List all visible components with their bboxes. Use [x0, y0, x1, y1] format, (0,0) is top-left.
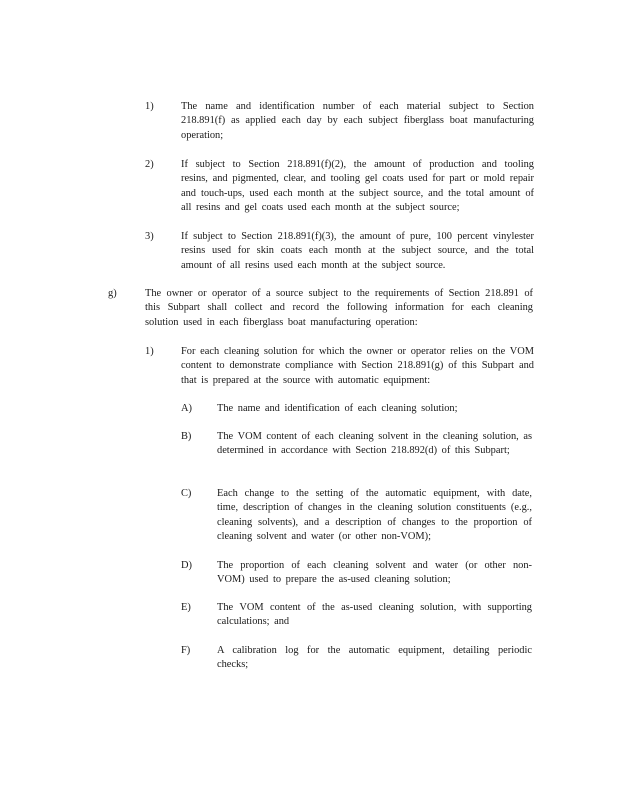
- item-text: The VOM content of the as-used cleaning solution, with supporting calculations; and: [217, 602, 532, 628]
- item-number: 2): [145, 159, 154, 170]
- item-number: 1): [145, 346, 154, 357]
- item-text: A calibration log for the automatic equipment, detailing periodic checks;: [217, 645, 532, 671]
- item-text: The VOM content of each cleaning solvent in the cleaning solution, as determined in accordance with Section 218.892(d) of this Subpart;: [217, 431, 532, 457]
- item-text: The name and identification number of each material subject to Section 218.891(f) as applied each day by each subject fiberglass boat manufacturing operation;: [181, 101, 534, 141]
- item-text: The proportion of each cleaning solvent and water (or other non-VOM) used to prepare the as-used cleaning solution;: [217, 560, 532, 586]
- item-text: Each change to the setting of the automatic equipment, with date, time, description of changes in the cleaning solution constituents (e.g., cleaning solvents), and a description of changes to the proportion of cleaning solvent and water (or other non-VOM);: [217, 488, 532, 543]
- item-letter: F): [181, 645, 191, 656]
- item-text: The owner or operator of a source subject to the requirements of Section 218.891 of this Subpart shall collect and record the following information for each cleaning solution used in each fiberglass boat manufacturing operation:: [145, 288, 533, 328]
- item-text: The name and identification of each cleaning solution;: [217, 403, 458, 414]
- item-text: If subject to Section 218.891(f)(2), the amount of production and tooling resins, and pigmented, clear, and tooling gel coats used for part or mold repair and touch-ups, used each month at the subject source, and the total amount of all resins and gel coats used each month at the subject source;: [181, 159, 534, 214]
- item-number: 3): [145, 231, 154, 242]
- item-text: If subject to Section 218.891(f)(3), the amount of pure, 100 percent vinylester resins used for skin coats each month at the subject source, and the total amount of all resins used each month at the subject source.: [181, 231, 534, 271]
- item-number: 1): [145, 101, 154, 112]
- item-letter: g): [108, 288, 117, 299]
- item-text: For each cleaning solution for which the owner or operator relies on the VOM content to demonstrate compliance with Section 218.891(g) of this Subpart and that is prepared at the source with automatic equipment:: [181, 346, 534, 386]
- item-letter: E): [181, 602, 191, 613]
- item-letter: D): [181, 560, 192, 571]
- item-letter: B): [181, 431, 192, 442]
- item-letter: A): [181, 403, 192, 414]
- item-letter: C): [181, 488, 192, 499]
